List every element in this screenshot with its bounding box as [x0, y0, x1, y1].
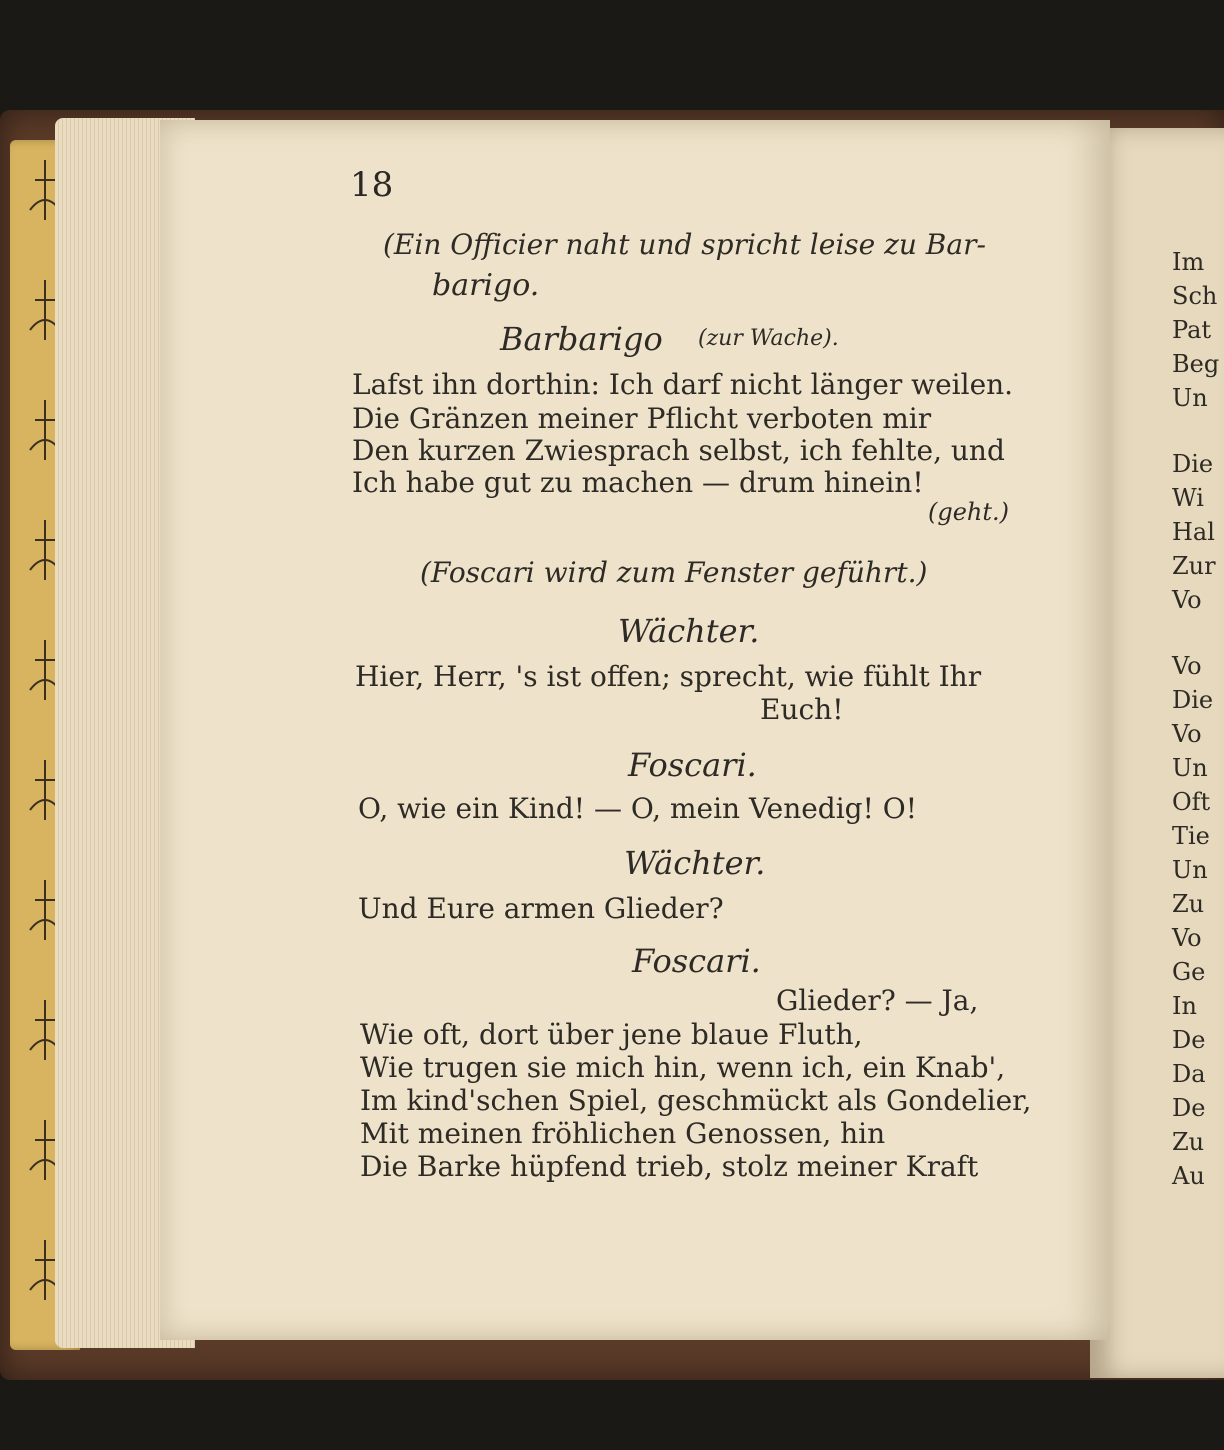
page-number: 18 — [350, 165, 394, 205]
right-page-word: Die — [1172, 686, 1214, 714]
right-page-word: Un — [1172, 754, 1208, 782]
right-page-word: Hal — [1172, 518, 1215, 546]
right-page-word: Vo — [1172, 720, 1202, 748]
right-page-word: De — [1172, 1026, 1206, 1054]
verse-line: Euch! — [760, 693, 844, 726]
verse-line: Wie trugen sie mich hin, wenn ich, ein Knab', — [360, 1051, 1006, 1084]
speaker-name: Foscari. — [628, 746, 757, 784]
right-page-word: Zur — [1172, 552, 1216, 580]
verse-line: Hier, Herr, 's ist offen; sprecht, wie fühlt Ihr — [355, 660, 982, 693]
stage-direction: (geht.) — [928, 498, 1010, 526]
verse-line: Die Gränzen meiner Pflicht verboten mir — [352, 402, 932, 435]
right-page-word: Sch — [1172, 282, 1218, 310]
stage-direction: (Ein Officier naht und spricht leise zu Bar- — [383, 228, 986, 261]
verse-line: Und Eure armen Glieder? — [358, 892, 724, 925]
right-page-word: Vo — [1172, 924, 1202, 952]
speaker-name: Foscari. — [632, 942, 761, 980]
right-page — [1090, 128, 1224, 1378]
stage-direction: (zur Wache). — [698, 326, 839, 351]
right-page-word: Im — [1172, 248, 1205, 276]
right-page-word: In — [1172, 992, 1197, 1020]
speaker-name: Barbarigo — [500, 320, 663, 358]
verse-line: Wie oft, dort über jene blaue Fluth, — [360, 1018, 863, 1051]
right-page-word: Ge — [1172, 958, 1206, 986]
verse-line: O, wie ein Kind! — O, mein Venedig! O! — [358, 792, 917, 825]
verse-line: Den kurzen Zwiesprach selbst, ich fehlte, und — [352, 434, 1005, 467]
verse-line: Glieder? — Ja, — [776, 984, 979, 1017]
right-page-word: Pat — [1172, 316, 1212, 344]
speaker-name: Wächter. — [624, 844, 766, 882]
verse-line: Im kind'schen Spiel, geschmückt als Gondelier, — [360, 1084, 1032, 1117]
right-page-word: Tie — [1172, 822, 1210, 850]
verse-line: Die Barke hüpfend trieb, stolz meiner Kraft — [360, 1150, 979, 1183]
right-page-word: Au — [1172, 1162, 1205, 1190]
right-page-word: Vo — [1172, 652, 1202, 680]
right-page-word: Zu — [1172, 890, 1205, 918]
right-page-word: Da — [1172, 1060, 1206, 1088]
verse-line: Ich habe gut zu machen — drum hinein! — [352, 466, 924, 499]
right-page-word: Un — [1172, 384, 1208, 412]
right-page-word: De — [1172, 1094, 1206, 1122]
right-page-word: Beg — [1172, 350, 1220, 378]
stage-direction: barigo. — [432, 268, 540, 303]
verse-line: Lafst ihn dorthin: Ich darf nicht länger weilen. — [352, 368, 1014, 401]
right-page-word: Oft — [1172, 788, 1211, 816]
verse-line: Mit meinen fröhlichen Genossen, hin — [360, 1117, 886, 1150]
stage-direction: (Foscari wird zum Fenster geführt.) — [420, 556, 928, 589]
right-page-word: Wi — [1172, 484, 1204, 512]
right-page-word: Zu — [1172, 1128, 1205, 1156]
right-page-word: Die — [1172, 450, 1214, 478]
speaker-name: Wächter. — [618, 612, 760, 650]
right-page-word: Vo — [1172, 586, 1202, 614]
right-page-word: Un — [1172, 856, 1208, 884]
